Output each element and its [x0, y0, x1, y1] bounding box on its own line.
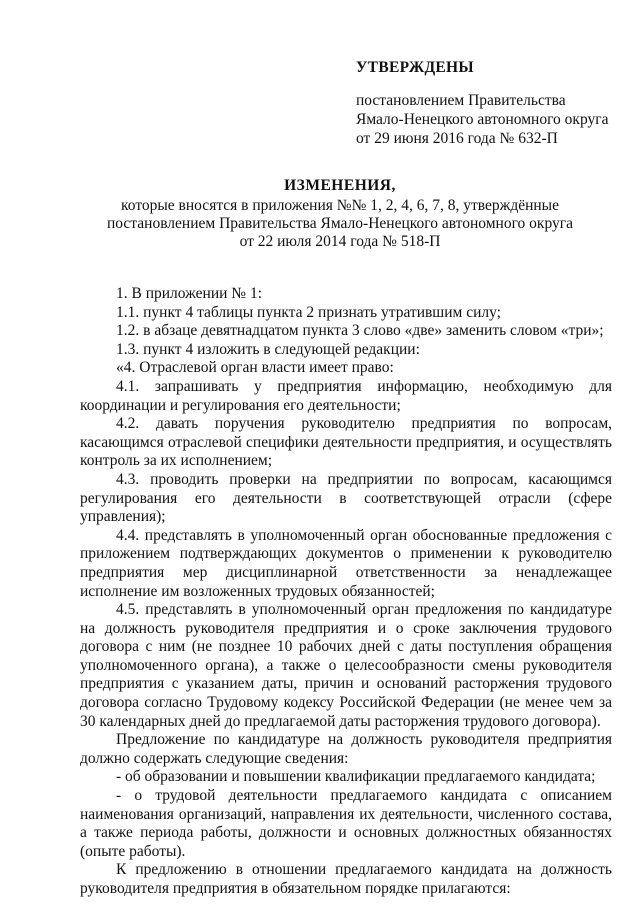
approval-line-2: Ямало-Ненецкого автономного округа — [356, 111, 609, 128]
paragraph-4-4: 4.4. представлять в уполномоченный орган обоснованные предложения с приложением подтверждающих документов о применении к руководителю предприятия мер дисциплинарной ответственности за ненадлежащее исполнение им возложенных трудовых обязанностей; — [80, 526, 612, 600]
document-subtitle-line-3: от 22 июля 2014 года № 518-П — [239, 233, 441, 250]
document-title: ИЗМЕНЕНИЯ, — [284, 177, 396, 194]
document-title-block — [80, 177, 600, 251]
approval-heading: УТВЕРЖДЕНЫ — [356, 59, 474, 76]
paragraph-4-1: 4.1. запрашивать у предприятия информацию, необходимую для координации и регулирования его деятельности; — [80, 377, 612, 414]
paragraph-1-1: 1.1. пункт 4 таблицы пункта 2 признать утратившим силу; — [116, 303, 501, 321]
paragraph-4-2: 4.2. давать поручения руководителю предприятия по вопросам, касающимся отраслевой специфики деятельности предприятия, и осуществлять контроль за их исполнением; — [80, 415, 612, 470]
paragraph-1: 1. В приложении № 1: — [116, 285, 263, 302]
paragraph-4-3: 4.3. проводить проверки на предприятии по вопросам, касающимся регулирования его деятельности в соответствующей отрасли (сфере управления); — [80, 470, 612, 526]
paragraph-proposal: Предложение по кандидатуре на должность руководителя предприятия должно содержать следующие сведения: — [80, 731, 612, 767]
paragraph-4-5: 4.5. представлять в уполномоченный орган предложения по кандидатуре на должность руководителя предприятия и о сроке заключения трудового договора с ним (не позднее 10 рабочих дней с даты поступления обращения уполномоченного органа), а также о целесообразности смены руководителя предприятия с указанием даты, причин и оснований расторжения трудового договора согласно Трудовому кодексу Российской Федерации (не менее чем за 30 календарных дней до предлагаемой даты расторжения трудового договора). — [80, 601, 612, 730]
approval-line-1: постановлением Правительства — [356, 92, 566, 109]
document-body — [80, 285, 612, 899]
document-subtitle-line-1: которые вносятся в приложения №№ 1, 2, 4, 6, 7, 8, утверждённые — [121, 197, 559, 214]
paragraph-1-3: 1.3. пункт 4 изложить в следующей редакции: — [116, 340, 420, 358]
approval-line-3: от 29 июня 2016 года № 632-П — [356, 130, 558, 147]
list-item-work-experience: - о трудовой деятельности предлагаемого кандидата с описанием наименования организаций, направления их деятельности, численного состава, а также периода работы, должности и основных должностных обязанностях (опыте работы). — [80, 787, 612, 860]
approval-block — [356, 58, 616, 148]
paragraph-1-2: 1.2. в абзаце девятнадцатом пункта 3 слово «две» заменить словом «три»; — [116, 322, 604, 340]
document-subtitle-line-2: постановлением Правительства Ямало-Ненецкого автономного округа — [107, 215, 573, 232]
list-item-education: - об образовании и повышении квалификации предлагаемого кандидата; — [116, 768, 596, 786]
paragraph-4: «4. Отраслевой орган власти имеет право: — [116, 359, 394, 377]
paragraph-attachments: К предложению в отношении предлагаемого кандидата на должность руководителя предприятия в обязательном порядке прилагаются: — [80, 861, 612, 897]
